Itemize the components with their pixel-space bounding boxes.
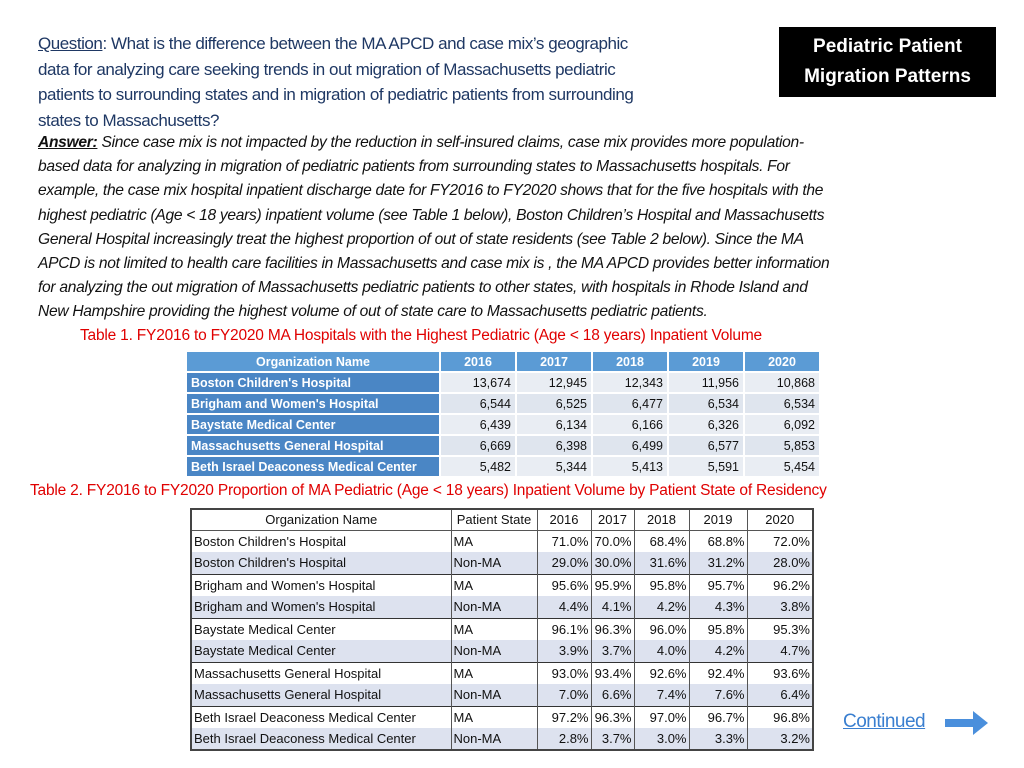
cell-value: 12,343: [593, 373, 667, 392]
column-header: Organization Name: [191, 509, 451, 530]
organization-name: Massachusetts General Hospital: [187, 436, 439, 455]
cell-value: 29.0%: [537, 552, 591, 574]
cell-value: 6,166: [593, 415, 667, 434]
cell-value: 6,577: [669, 436, 743, 455]
column-header: Organization Name: [187, 352, 439, 371]
cell-value: 6,326: [669, 415, 743, 434]
cell-value: 95.7%: [689, 574, 747, 596]
column-header: 2017: [591, 509, 634, 530]
table-row: [191, 706, 813, 728]
cell-value: 68.8%: [689, 530, 747, 552]
patient-state: MA: [451, 574, 537, 596]
cell-value: 92.4%: [689, 662, 747, 684]
patient-state: Non-MA: [451, 684, 537, 706]
table-row: [187, 415, 819, 434]
patient-state: Non-MA: [451, 640, 537, 662]
question-line: patients to surrounding states and in migration of pediatric patients from surrounding: [38, 85, 634, 104]
column-header: 2017: [517, 352, 591, 371]
cell-value: 3.7%: [591, 728, 634, 750]
table-row: [191, 684, 813, 706]
answer-line: New Hampshire providing the highest volume of out of state care to Massachusetts pediatric patients.: [38, 303, 708, 321]
cell-value: 11,956: [669, 373, 743, 392]
organization-name: Massachusetts General Hospital: [191, 662, 451, 684]
table-row: [191, 552, 813, 574]
cell-value: 70.0%: [591, 530, 634, 552]
cell-value: 3.9%: [537, 640, 591, 662]
cell-value: 2.8%: [537, 728, 591, 750]
cell-value: 6,534: [745, 394, 819, 413]
question-label: Question: [38, 34, 103, 53]
cell-value: 71.0%: [537, 530, 591, 552]
cell-value: 3.2%: [747, 728, 813, 750]
cell-value: 92.6%: [634, 662, 689, 684]
question-line: data for analyzing care seeking trends in out migration of Massachusetts pediatric: [38, 59, 616, 79]
answer-line: Since case mix is not impacted by the reduction in self-insured claims, case mix provides more population-: [97, 134, 804, 151]
cell-value: 96.2%: [747, 574, 813, 596]
table-row: [187, 436, 819, 455]
cell-value: 30.0%: [591, 552, 634, 574]
column-header: 2016: [537, 509, 591, 530]
cell-value: 96.7%: [689, 706, 747, 728]
column-header: Patient State: [451, 509, 537, 530]
column-header: 2019: [669, 352, 743, 371]
organization-name: Baystate Medical Center: [191, 618, 451, 640]
answer-line: APCD is not limited to health care facilities in Massachusetts and case mix is , the MA APCD provides better information: [38, 255, 830, 273]
cell-value: 95.6%: [537, 574, 591, 596]
cell-value: 6,398: [517, 436, 591, 455]
cell-value: 6,439: [441, 415, 515, 434]
cell-value: 4.2%: [689, 640, 747, 662]
column-header: 2020: [747, 509, 813, 530]
cell-value: 3.7%: [591, 640, 634, 662]
cell-value: 5,413: [593, 457, 667, 476]
table-row: [191, 640, 813, 662]
cell-value: 72.0%: [747, 530, 813, 552]
table-row: [191, 596, 813, 618]
cell-value: 4.0%: [634, 640, 689, 662]
cell-value: 93.4%: [591, 662, 634, 684]
column-header: 2020: [745, 352, 819, 371]
cell-value: 95.8%: [689, 618, 747, 640]
cell-value: 6,134: [517, 415, 591, 434]
cell-value: 96.0%: [634, 618, 689, 640]
cell-value: 10,868: [745, 373, 819, 392]
cell-value: 5,454: [745, 457, 819, 476]
badge-line: Pediatric Patient: [813, 36, 962, 57]
patient-state: MA: [451, 618, 537, 640]
table-row: [191, 618, 813, 640]
patient-state: Non-MA: [451, 596, 537, 618]
organization-name: Beth Israel Deaconess Medical Center: [187, 457, 439, 476]
cell-value: 6,499: [593, 436, 667, 455]
cell-value: 4.1%: [591, 596, 634, 618]
organization-name: Boston Children's Hospital: [191, 552, 451, 574]
cell-value: 3.0%: [634, 728, 689, 750]
cell-value: 7.0%: [537, 684, 591, 706]
cell-value: 31.2%: [689, 552, 747, 574]
cell-value: 96.3%: [591, 618, 634, 640]
cell-value: 12,945: [517, 373, 591, 392]
cell-value: 96.1%: [537, 618, 591, 640]
answer-label: Answer:: [38, 134, 98, 151]
cell-value: 3.8%: [747, 596, 813, 618]
table-row: [191, 728, 813, 750]
cell-value: 6,525: [517, 394, 591, 413]
table-row: [187, 457, 819, 476]
cell-value: 5,591: [669, 457, 743, 476]
answer-line: highest pediatric (Age < 18 years) inpatient volume (see Table 1 below), Boston Children’s Hospital and Massachusetts: [38, 206, 825, 224]
cell-value: 68.4%: [634, 530, 689, 552]
cell-value: 95.3%: [747, 618, 813, 640]
table2: [190, 508, 814, 751]
organization-name: Massachusetts General Hospital: [191, 684, 451, 706]
cell-value: 13,674: [441, 373, 515, 392]
table-header-row: [187, 352, 819, 371]
cell-value: 93.0%: [537, 662, 591, 684]
cell-value: 6,477: [593, 394, 667, 413]
organization-name: Brigham and Women's Hospital: [191, 574, 451, 596]
patient-state: MA: [451, 662, 537, 684]
cell-value: 31.6%: [634, 552, 689, 574]
organization-name: Boston Children's Hospital: [187, 373, 439, 392]
column-header: 2018: [593, 352, 667, 371]
answer: [38, 131, 829, 325]
cell-value: 96.8%: [747, 706, 813, 728]
table-row: [191, 574, 813, 596]
organization-name: Brigham and Women's Hospital: [187, 394, 439, 413]
cell-value: 97.2%: [537, 706, 591, 728]
cell-value: 4.3%: [689, 596, 747, 618]
patient-state: MA: [451, 706, 537, 728]
cell-value: 7.6%: [689, 684, 747, 706]
cell-value: 96.3%: [591, 706, 634, 728]
column-header: 2018: [634, 509, 689, 530]
organization-name: Baystate Medical Center: [187, 415, 439, 434]
table1: [185, 350, 821, 478]
patient-state: Non-MA: [451, 552, 537, 574]
cell-value: 7.4%: [634, 684, 689, 706]
patient-state: MA: [451, 530, 537, 552]
cell-value: 5,344: [517, 457, 591, 476]
title-badge: [779, 27, 996, 97]
answer-line: based data for analyzing in migration of pediatric patients from surrounding states to Massachusetts hospitals. For: [38, 158, 790, 176]
organization-name: Brigham and Women's Hospital: [191, 596, 451, 618]
table-header-row: [191, 509, 813, 530]
cell-value: 95.8%: [634, 574, 689, 596]
cell-value: 93.6%: [747, 662, 813, 684]
cell-value: 4.2%: [634, 596, 689, 618]
answer-line: General Hospital increasingly treat the highest proportion of out of state residents (see Table 2 below). Since the MA: [38, 230, 804, 248]
organization-name: Baystate Medical Center: [191, 640, 451, 662]
cell-value: 3.3%: [689, 728, 747, 750]
cell-value: 6.6%: [591, 684, 634, 706]
cell-value: 5,482: [441, 457, 515, 476]
answer-line: for analyzing the out migration of Massachusetts pediatric patients to other states, with hospitals in Rhode Island and: [38, 279, 808, 297]
organization-name: Boston Children's Hospital: [191, 530, 451, 552]
cell-value: 4.7%: [747, 640, 813, 662]
cell-value: 95.9%: [591, 574, 634, 596]
cell-value: 6,534: [669, 394, 743, 413]
question-line: states to Massachusetts?: [38, 110, 220, 130]
cell-value: 6.4%: [747, 684, 813, 706]
cell-value: 5,853: [745, 436, 819, 455]
organization-name: Beth Israel Deaconess Medical Center: [191, 728, 451, 750]
question: [38, 31, 778, 133]
column-header: 2019: [689, 509, 747, 530]
cell-value: 6,544: [441, 394, 515, 413]
answer-line: example, the case mix hospital inpatient discharge date for FY2016 to FY2020 shows that for the five hospitals with the: [38, 182, 824, 200]
arrow-right-icon[interactable]: [945, 709, 989, 737]
badge-line: Migration Patterns: [804, 66, 971, 87]
cell-value: 4.4%: [537, 596, 591, 618]
table2-caption: Table 2. FY2016 to FY2020 Proportion of MA Pediatric (Age < 18 years) Inpatient Volume by Patient State of Residency: [30, 482, 827, 499]
table-row: [191, 530, 813, 552]
continued-link[interactable]: Continued: [843, 711, 926, 732]
cell-value: 97.0%: [634, 706, 689, 728]
column-header: 2016: [441, 352, 515, 371]
table-row: [187, 394, 819, 413]
question-line: : What is the difference between the MA APCD and case mix’s geographic: [102, 34, 628, 53]
table-row: [187, 373, 819, 392]
table1-caption: Table 1. FY2016 to FY2020 MA Hospitals with the Highest Pediatric (Age < 18 years) Inpatient Volume: [80, 327, 762, 344]
cell-value: 6,092: [745, 415, 819, 434]
patient-state: Non-MA: [451, 728, 537, 750]
organization-name: Beth Israel Deaconess Medical Center: [191, 706, 451, 728]
cell-value: 6,669: [441, 436, 515, 455]
cell-value: 28.0%: [747, 552, 813, 574]
table-row: [191, 662, 813, 684]
